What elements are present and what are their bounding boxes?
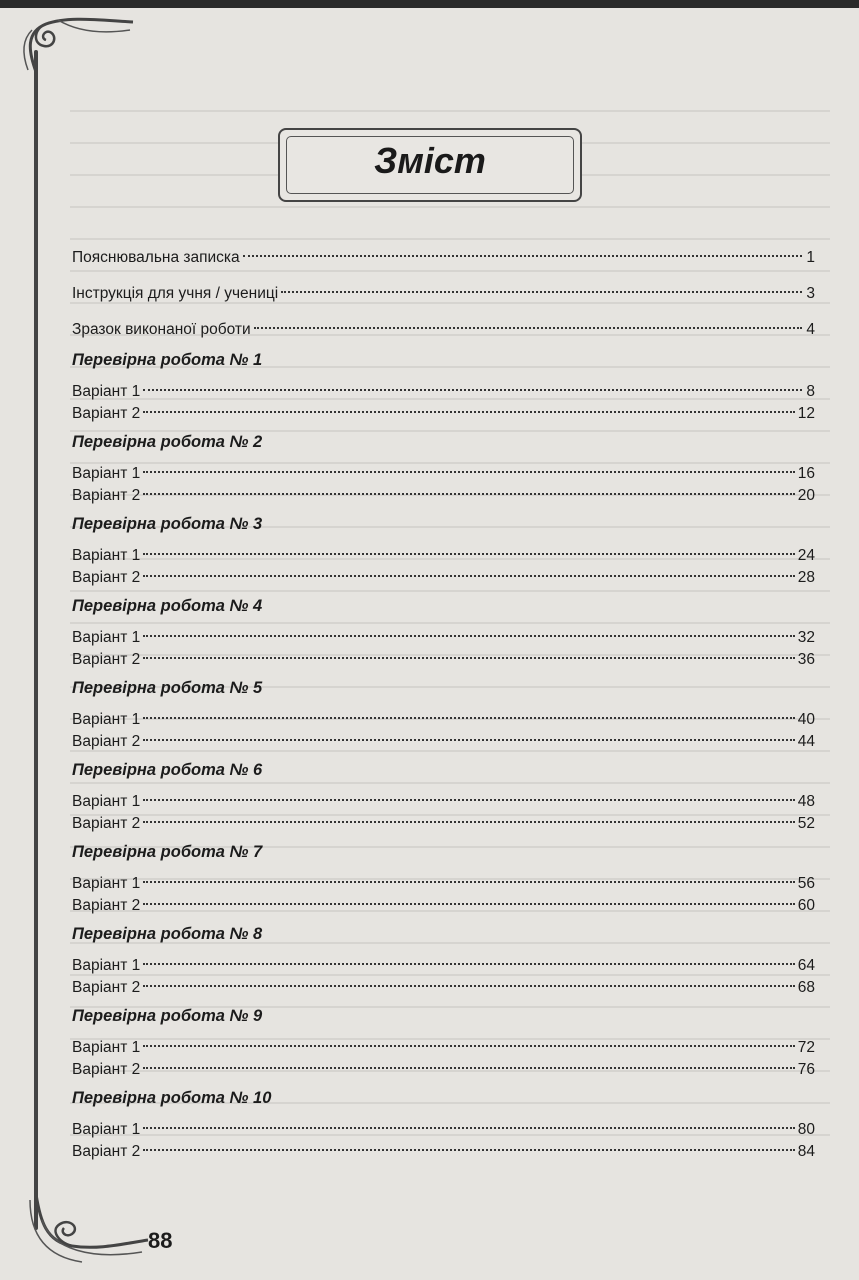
toc-entry-label: Варіант 2 bbox=[72, 569, 141, 586]
toc-entry-page: 32 bbox=[797, 629, 815, 646]
toc-entry-label: Варіант 1 bbox=[72, 793, 141, 810]
toc-entry-label: Варіант 2 bbox=[72, 405, 141, 422]
toc-entry[interactable] bbox=[72, 1132, 815, 1160]
toc-entry[interactable] bbox=[72, 476, 815, 504]
toc-entry[interactable] bbox=[72, 238, 815, 266]
section-title: Перевірна робота № 4 bbox=[72, 597, 263, 615]
toc-entry[interactable] bbox=[72, 722, 815, 750]
toc-entry-label: Варіант 2 bbox=[72, 1061, 141, 1078]
toc-entry-page: 80 bbox=[797, 1121, 815, 1138]
section-title: Перевірна робота № 2 bbox=[72, 433, 263, 451]
toc-entry-page: 76 bbox=[797, 1061, 815, 1078]
toc-entry-page: 36 bbox=[797, 651, 815, 668]
page-top-edge bbox=[0, 0, 859, 8]
toc-entry-label: Варіант 1 bbox=[72, 547, 141, 564]
toc-entry[interactable] bbox=[72, 804, 815, 832]
dot-leader bbox=[143, 799, 795, 823]
toc-entry-label: Варіант 2 bbox=[72, 979, 141, 996]
toc-entry-page: 68 bbox=[797, 979, 815, 996]
dot-leader bbox=[254, 305, 802, 329]
toc-entry-label: Варіант 1 bbox=[72, 711, 141, 728]
toc-entry-page: 20 bbox=[797, 487, 815, 504]
toc-entry-page: 48 bbox=[797, 793, 815, 810]
toc-entry[interactable] bbox=[72, 558, 815, 586]
dot-leader bbox=[143, 1045, 795, 1069]
dot-leader bbox=[143, 963, 795, 987]
section-title: Перевірна робота № 5 bbox=[72, 679, 263, 697]
toc-entry-page: 1 bbox=[806, 249, 815, 266]
toc-entry-label: Пояснювальна записка bbox=[72, 249, 240, 266]
toc-entry-page: 3 bbox=[806, 285, 815, 302]
dot-leader bbox=[143, 471, 795, 495]
section-title: Перевірна робота № 10 bbox=[72, 1089, 272, 1107]
toc-entry-page: 40 bbox=[797, 711, 815, 728]
dot-leader bbox=[143, 717, 795, 741]
toc-entry-page: 52 bbox=[797, 815, 815, 832]
section-title: Перевірна робота № 7 bbox=[72, 843, 263, 861]
toc-entry[interactable] bbox=[72, 968, 815, 996]
toc-entry-label: Варіант 1 bbox=[72, 1121, 141, 1138]
toc-entry-label: Варіант 2 bbox=[72, 651, 141, 668]
dot-leader bbox=[143, 553, 795, 577]
page-title: Зміст bbox=[374, 140, 486, 181]
page-number: 88 bbox=[148, 1228, 173, 1253]
toc-entry-label: Варіант 2 bbox=[72, 815, 141, 832]
toc-entry[interactable] bbox=[72, 310, 815, 338]
dot-leader bbox=[143, 777, 795, 801]
section-title: Перевірна робота № 9 bbox=[72, 1007, 263, 1025]
dot-leader bbox=[143, 613, 795, 637]
dot-leader bbox=[143, 449, 795, 473]
dot-leader bbox=[143, 1127, 795, 1151]
dot-leader bbox=[143, 695, 795, 719]
section-title: Перевірна робота № 8 bbox=[72, 925, 263, 943]
dot-leader bbox=[143, 635, 795, 659]
toc-entry[interactable] bbox=[72, 1050, 815, 1078]
dot-leader bbox=[143, 389, 795, 413]
title-banner bbox=[278, 128, 582, 202]
toc-entry-label: Варіант 2 bbox=[72, 1143, 141, 1160]
dot-leader bbox=[143, 881, 795, 905]
toc-entry-page: 72 bbox=[797, 1039, 815, 1056]
section-title: Перевірна робота № 3 bbox=[72, 515, 263, 533]
toc-entry-label: Зразок виконаної роботи bbox=[72, 321, 251, 338]
toc-entry-label: Варіант 1 bbox=[72, 465, 141, 482]
section-title: Перевірна робота № 6 bbox=[72, 761, 263, 779]
bottom-scroll-ornament-icon bbox=[12, 1190, 152, 1270]
toc-entry-page: 44 bbox=[797, 733, 815, 750]
toc-entry[interactable] bbox=[72, 886, 815, 914]
toc-entry-page: 60 bbox=[797, 897, 815, 914]
table-of-contents bbox=[72, 238, 815, 1160]
toc-entry-page: 84 bbox=[797, 1143, 815, 1160]
dot-leader bbox=[281, 269, 802, 293]
dot-leader bbox=[143, 1105, 795, 1129]
dot-leader bbox=[143, 941, 795, 965]
frame-vertical-line bbox=[34, 50, 38, 1230]
toc-entry-label: Варіант 1 bbox=[72, 629, 141, 646]
toc-entry-label: Інструкція для учня / учениці bbox=[72, 285, 279, 302]
dot-leader bbox=[143, 367, 802, 391]
dot-leader bbox=[143, 531, 795, 555]
section-title: Перевірна робота № 1 bbox=[72, 351, 263, 369]
toc-entry-page: 56 bbox=[797, 875, 815, 892]
toc-entry-label: Варіант 2 bbox=[72, 733, 141, 750]
toc-entry-page: 24 bbox=[797, 547, 815, 564]
toc-entry-label: Варіант 2 bbox=[72, 487, 141, 504]
toc-entry[interactable] bbox=[72, 394, 815, 422]
toc-entry[interactable] bbox=[72, 274, 815, 302]
toc-entry-page: 12 bbox=[797, 405, 815, 422]
toc-entry-label: Варіант 1 bbox=[72, 957, 141, 974]
toc-entry-page: 16 bbox=[797, 465, 815, 482]
toc-entry-label: Варіант 1 bbox=[72, 875, 141, 892]
toc-entry[interactable] bbox=[72, 640, 815, 668]
toc-entry-page: 4 bbox=[806, 321, 815, 338]
toc-entry-page: 64 bbox=[797, 957, 815, 974]
dot-leader bbox=[243, 233, 802, 257]
dot-leader bbox=[143, 859, 795, 883]
dot-leader bbox=[143, 1023, 795, 1047]
toc-entry-label: Варіант 1 bbox=[72, 383, 141, 400]
toc-entry-page: 28 bbox=[797, 569, 815, 586]
toc-entry-page: 8 bbox=[806, 383, 815, 400]
top-scroll-ornament-icon bbox=[8, 10, 138, 80]
toc-entry-label: Варіант 2 bbox=[72, 897, 141, 914]
toc-entry-label: Варіант 1 bbox=[72, 1039, 141, 1056]
